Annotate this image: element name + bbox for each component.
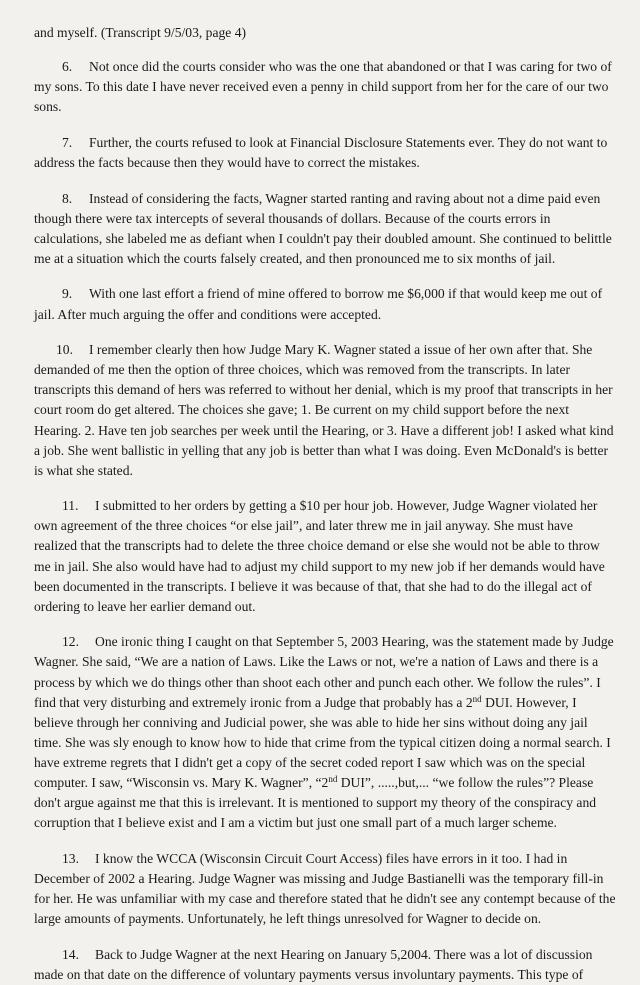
paragraph-text: Instead of considering the facts, Wagner started ranting and raving about not a dime paid even though there were tax intercepts of several thousands of dollars. Because of the courts errors in calculations, she labeled me as defiant when I couldn't pay their doubled amount. She continued to belittle me at a situation which the courts falsely created, and then pronounced me to six months of jail. xyxy=(34,190,612,266)
paragraph-9 xyxy=(34,284,618,324)
paragraph-8 xyxy=(34,189,618,269)
paragraph-text: I know the WCCA (Wisconsin Circuit Court Access) files have errors in it too. I had in December of 2002 a Hearing. Judge Wagner was missing and Judge Bastianelli was the temporary fill-in for her. He was unfamiliar with my case and therefore stated that he didn't see any contempt because of the large amounts of payments. Unfortunately, he left things unresolved for Wagner to decide on. xyxy=(34,850,616,927)
paragraph-number: 10. xyxy=(56,342,73,358)
paragraph-7 xyxy=(34,133,618,173)
paragraph-text: With one last effort a friend of mine offered to borrow me $6,000 if that would keep me out of jail. After much arguing the offer and conditions were accepted. xyxy=(34,286,603,322)
paragraph-text: Not once did the courts consider who was the one that abandoned or that I was caring for two of my sons. To this date I have never received even a penny in child support from her for the care of our two sons. xyxy=(34,59,612,115)
paragraph-text-a: One ironic thing I caught on that September 5, 2003 Hearing, was the statement made by Judge Wagner. She said, “We are a nation of Laws. Like the Laws or not, we're a nation of Laws and there is a process by which we do things other than shoot each other and punch each other. We follow the rules”. I find that very disturbing and extremely ironic from a Judge that probably has a 2 xyxy=(34,634,614,710)
paragraph-number: 14. xyxy=(62,946,79,962)
continuation-line: and myself. (Transcript 9/5/03, page 4) xyxy=(34,25,247,40)
paragraph-13 xyxy=(34,849,618,929)
paragraph-6 xyxy=(34,57,618,117)
paragraph-number: 12. xyxy=(62,634,79,650)
paragraph-12 xyxy=(34,632,618,833)
paragraph-number: 9. xyxy=(62,286,73,302)
superscript-nd: nd xyxy=(328,774,338,784)
paragraph-number: 7. xyxy=(62,134,73,150)
paragraph-number: 11. xyxy=(62,498,79,514)
paragraph-text: Further, the courts refused to look at Financial Disclosure Statements ever. They do not want to address the facts because then they would have to correct the mistakes. xyxy=(34,134,608,170)
paragraph-number: 13. xyxy=(62,850,79,866)
paragraph-text-b: DUI. However, I believe through her conniving and Judicial power, she was able to hide her sins without doing any jail time. She was sly enough to know how to hide that crime from the typical citizen doing a normal search. I have extreme regrets that I didn't get a copy of the secret coded report I saw which was on the special computer. I saw, “Wisconsin vs. Mary K. Wagner”, “2 xyxy=(34,694,611,790)
superscript-nd: nd xyxy=(472,693,482,704)
paragraph-10 xyxy=(34,340,618,481)
paragraph-14 xyxy=(34,945,618,985)
paragraph-number: 6. xyxy=(62,59,73,75)
paragraph-number: 8. xyxy=(62,190,73,206)
paragraph-text: Back to Judge Wagner at the next Hearing on January 5,2004. There was a lot of discussion made on that date on the difference of voluntary payments versus involuntary payments. This type of xyxy=(34,946,593,982)
paragraph-11 xyxy=(34,496,618,617)
paragraph-text-c: DUI”, .....,but,... “we follow the rules”? Please don't argue against me that this is irrelevant. It is mentioned to support my theory of the conspiracy and corruption that I believe exist and I am a victim but just one small part of a much larger scheme. xyxy=(34,775,597,831)
paragraph-text: I submitted to her orders by getting a $10 per hour job. However, Judge Wagner violated her own agreement of the three choices “or else jail”, and later threw me in jail anyway. She must have realized that the transcripts had to delete the three choice demand or else she would not be able to throw me in jail. She also would have had to adjust my child support to my new job if her demands would have been documented in the transcripts. I believe it was because of that, that she had to do the illegal act of ordering to leave her earlier demand out. xyxy=(34,498,605,614)
paragraph-text: I remember clearly then how Judge Mary K. Wagner stated a issue of her own after that. She demanded of me then the option of three choices, which was removed from the transcripts. In later transcripts this demand of hers was referred to without her denial, which is my proof that transcripts in her court room do get altered. The choices she gave; 1. Be current on my child support before the next Hearing. 2. Have ten job searches per week until the Hearing, or 3. Have a different job! I asked what kind a job. She went ballistic in yelling that any job is better than what I was doing. Even McDonald's is better is what she stated. xyxy=(34,342,614,478)
